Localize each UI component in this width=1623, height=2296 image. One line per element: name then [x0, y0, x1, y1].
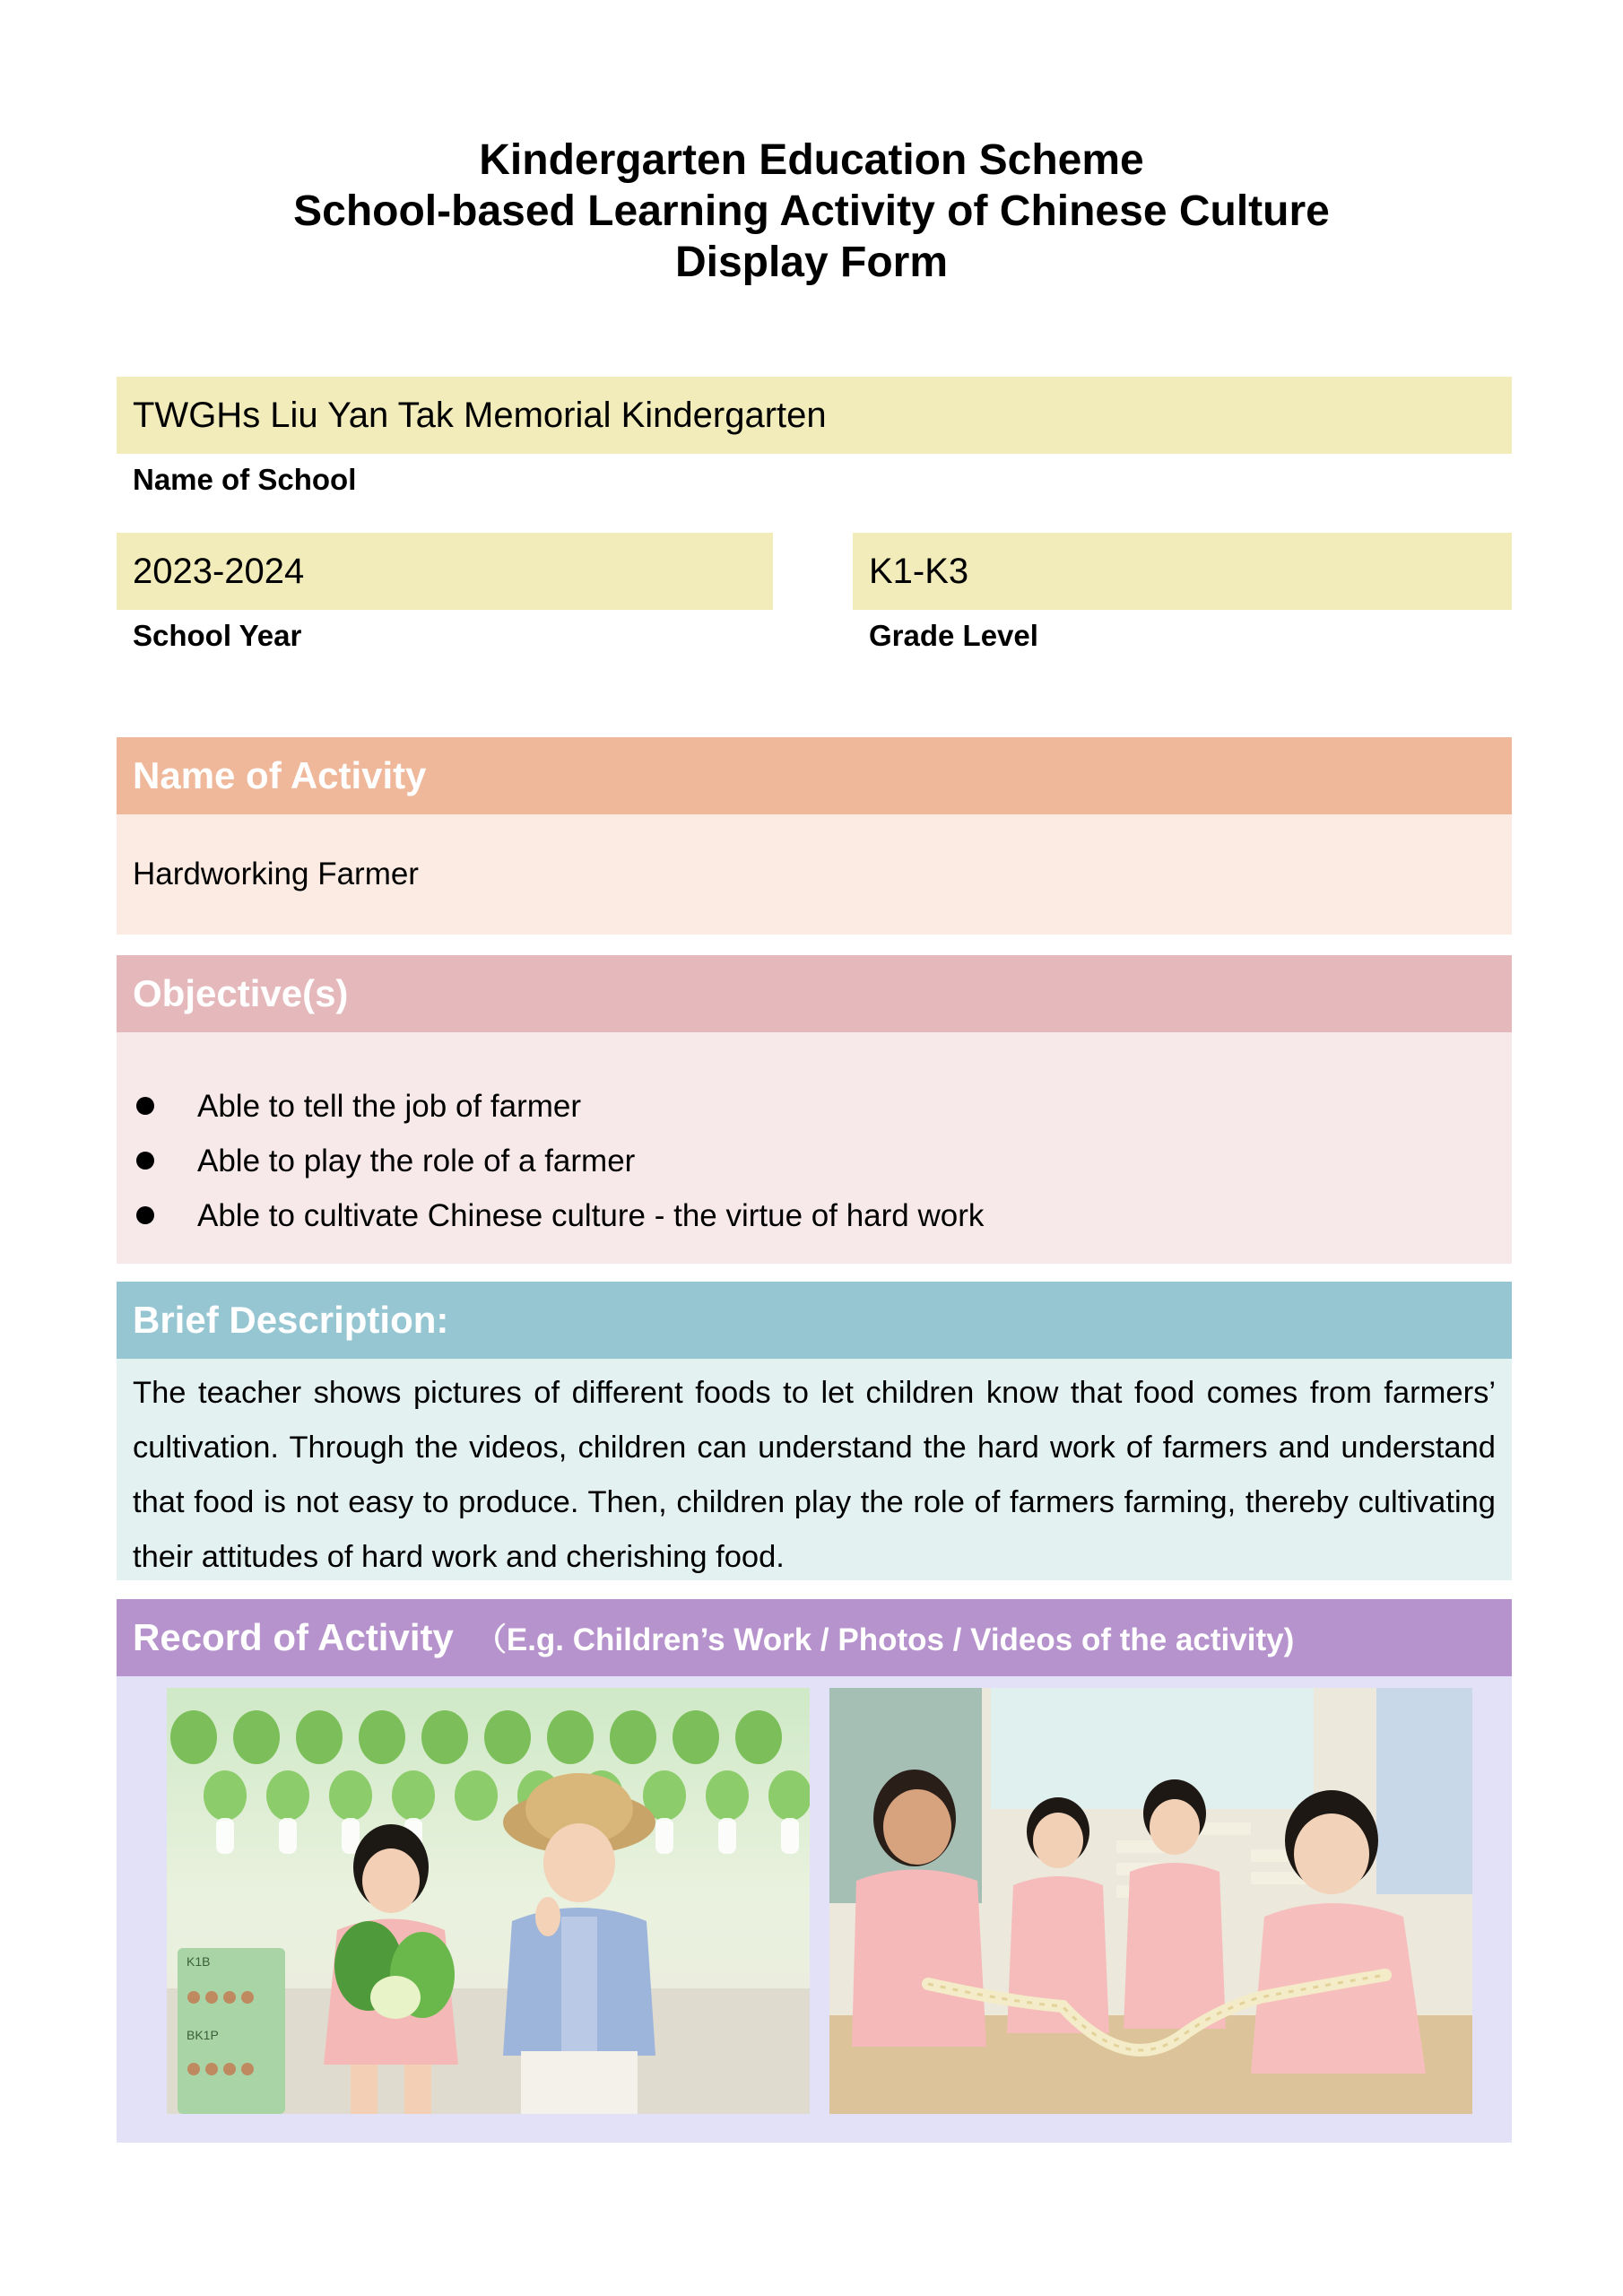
school-name-value: TWGHs Liu Yan Tak Memorial Kindergarten [133, 396, 827, 435]
grade-level-label: Grade Level [869, 619, 1038, 652]
bullet-icon [136, 1152, 154, 1170]
record-subtitle: （E.g. Children’s Work / Photos / Videos of the activity) [474, 1622, 1295, 1657]
list-item [133, 1134, 984, 1188]
list-item [133, 1079, 984, 1134]
photo-k1b-label: K1B [187, 1954, 211, 1969]
activity-name-value: Hardworking Farmer [133, 857, 419, 891]
school-name-label: Name of School [133, 463, 357, 496]
objective-text: Able to cultivate Chinese culture - the virtue of hard work [197, 1198, 985, 1233]
page-title [0, 135, 1623, 288]
photo-bk1p-label: BK1P [187, 2028, 219, 2042]
bullet-icon [136, 1097, 154, 1115]
objectives-list [133, 1079, 984, 1243]
description-header: Brief Description: [117, 1282, 1512, 1359]
objective-text: Able to tell the job of farmer [197, 1089, 581, 1124]
objectives-body [117, 1032, 1512, 1264]
bullet-icon [136, 1206, 154, 1224]
activity-header: Name of Activity [117, 737, 1512, 814]
title-line-1: Kindergarten Education Scheme [479, 136, 1144, 184]
title-line-2: School-based Learning Activity of Chinese Culture [293, 187, 1330, 235]
grade-level-field [853, 533, 1512, 610]
objectives-header: Objective(s) [117, 955, 1512, 1032]
description-text: The teacher shows pictures of different foods to let children know that food comes from farmers’ cultivation. Through the videos, children can understand the hard work of farmers and understand that food is not easy to produce. Then, children play the role of farmers farming, thereby cultivating their attitudes of hard work and cherishing food. [133, 1376, 1496, 1574]
school-name-field [117, 377, 1512, 454]
objective-text: Able to play the role of a farmer [197, 1144, 636, 1178]
activity-photo-2 [829, 1688, 1472, 2114]
school-year-label: School Year [133, 619, 302, 652]
activity-body [117, 814, 1512, 935]
description-body [117, 1359, 1512, 1580]
record-header [117, 1599, 1512, 1676]
record-title: Record of Activity [133, 1616, 454, 1658]
activity-photo-1 [167, 1688, 810, 2114]
school-year-value: 2023-2024 [133, 552, 305, 591]
school-year-field [117, 533, 773, 610]
title-line-3: Display Form [674, 239, 949, 286]
list-item [133, 1188, 984, 1243]
grade-level-value: K1-K3 [869, 552, 969, 591]
